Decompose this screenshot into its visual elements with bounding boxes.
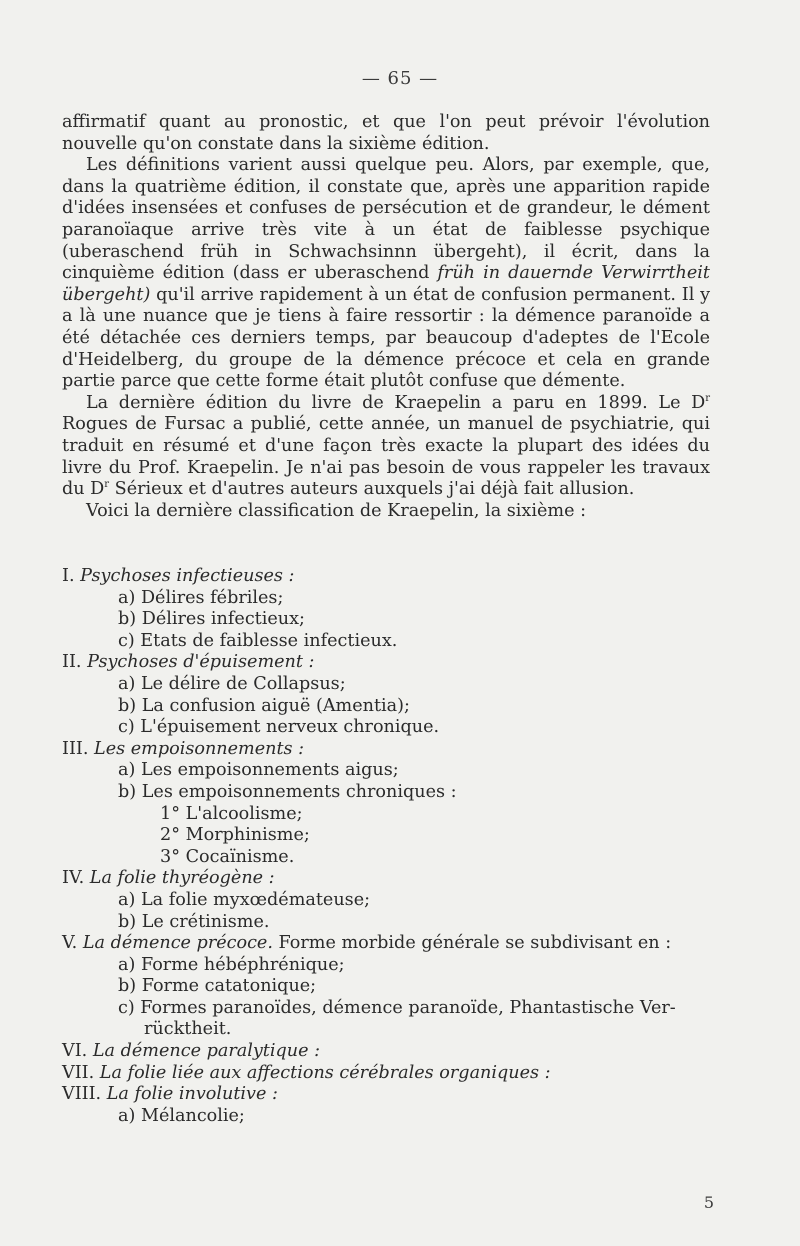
superscript-1: r: [705, 392, 710, 404]
class-II: II. Psychoses d'épuisement :: [62, 652, 315, 673]
paragraph-3-end: Sérieux et d'autres auteurs auxquels j'ai déjà fait allusion.: [114, 479, 635, 500]
page-number: — 65 —: [361, 68, 439, 89]
class-I-c: c) Etats de faiblesse infectieux.: [118, 630, 398, 651]
class-V-b: b) Forme catatonique;: [118, 976, 317, 997]
class-III-b: b) Les empoisonnements chroniques :: [118, 781, 457, 802]
class-I-b: b) Délires infectieux;: [118, 609, 305, 630]
body-text: [62, 112, 710, 522]
class-VIII: VIII. La folie involutive :: [62, 1084, 278, 1105]
paragraph-1: affirmatif quant au pronostic, et que l'on peut prévoir l'évolution nouvelle qu'on constate dans la sixième édition.: [62, 112, 710, 154]
paragraph-3: [62, 393, 710, 501]
signature-mark: 5: [703, 1193, 714, 1212]
class-V-c: c) Formes paranoïdes, démence paranoïde, Phantastische Ver-: [118, 997, 676, 1018]
paragraph-3-text: La dernière édition du livre de Kraepelin a paru en 1899. Le D: [86, 392, 706, 413]
paragraph-2-cont: qu'il arrive rapidement à un état de confusion permanent. Il y a là une nuance que je tiens à faire ressortir : la démence paranoïde a été détachée ces derniers temps, par beaucoup d'adeptes de l'Ecole d'Heidelberg, du groupe de la démence précoce et cela en grande partie parce que cette forme était plutôt confuse que démente.: [62, 284, 711, 392]
class-I: I. Psychoses infectieuses :: [62, 566, 295, 586]
class-VI: VI. La démence paralytique :: [62, 1041, 321, 1062]
class-II-b: b) La confusion aiguë (Amentia);: [118, 695, 410, 716]
class-III-b-3: 3° Cocaïnisme.: [160, 846, 295, 867]
class-V-c-continuation: rücktheit.: [144, 1019, 232, 1040]
class-V-a: a) Forme hébéphrénique;: [118, 954, 345, 975]
superscript-2: r: [104, 479, 110, 491]
class-VII: VII. La folie liée aux affections cérébrales organiques :: [62, 1062, 551, 1083]
class-II-a: a) Le délire de Collapsus;: [118, 673, 346, 694]
class-VIII-a: a) Mélancolie;: [118, 1105, 245, 1126]
class-II-c: c) L'épuisement nerveux chronique.: [118, 717, 440, 738]
class-III-b-2: 2° Morphinisme;: [160, 825, 310, 846]
class-III-b-1: 1° L'alcoolisme;: [160, 803, 303, 824]
classification-list: [62, 566, 710, 1127]
class-III: III. Les empoisonnements :: [62, 738, 305, 759]
paragraph-4: Voici la dernière classification de Kraepelin, la sixième :: [86, 500, 587, 521]
class-III-a: a) Les empoisonnements aigus;: [118, 760, 399, 781]
class-V: V. La démence précoce. Forme morbide générale se subdivisant en :: [62, 933, 672, 954]
german-quote: früh in dauernde Verwirrtheit übergeht): [62, 263, 710, 305]
class-IV: IV. La folie thyréogène :: [62, 868, 275, 889]
paragraph-2: [62, 155, 710, 393]
class-IV-b: b) Le crétinisme.: [118, 911, 270, 932]
paragraph-3-cont: Rogues de Fursac a publié, cette année, un manuel de psychiatrie, qui traduit en résumé et d'une façon très exacte la plupart des idées du livre du Prof. Kraepelin. Je n'ai pas besoin de vous rappeler les travaux du D: [62, 414, 710, 500]
paragraph-2-text: Les définitions varient aussi quelque peu. Alors, par exemple, que, dans la quatrième édition, il constate que, après une apparition rapide d'idées insensées et confuses de persécution et de grandeur, le dément paranoïaque arrive très vite à un état de faiblesse psychique (uberaschend früh in Schwachsinnn übergeht), il écrit, dans la cinquième édition (dass er uberaschend: [62, 155, 710, 284]
class-IV-a: a) La folie myxœdémateuse;: [118, 889, 371, 910]
class-I-a: a) Délires fébriles;: [118, 587, 284, 608]
